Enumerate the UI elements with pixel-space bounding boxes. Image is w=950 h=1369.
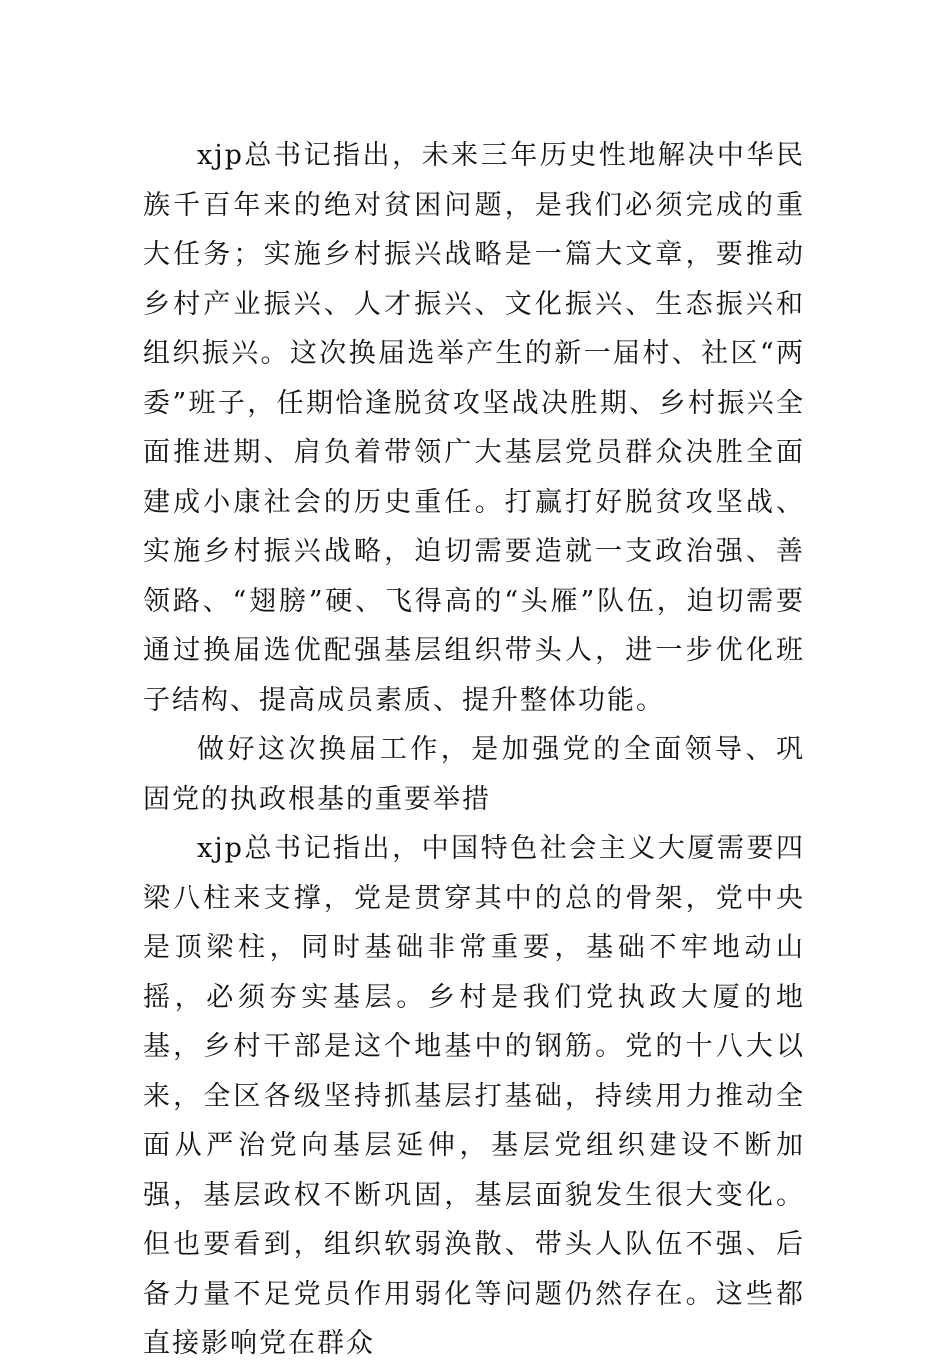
- paragraph-3: xjp总书记指出，中国特色社会主义大厦需要四梁八柱来支撑，党是贯穿其中的总的骨架，党中央是顶梁柱，同时基础非常重要，基础不牢地动山摇，必须夯实基层。乡村是我们党执政大厦的地基，乡村干部是这个地基中的钢筋。党的十八大以来，全区各级坚持抓基层打基础，持续用力推动全面从严治党向基层延伸，基层党组织建设不断加强，基层政权不断巩固，基层面貌发生很大变化。但也要看到，组织软弱涣散、带头人队伍不强、后备力量不足党员作用弱化等问题仍然存在。这些都直接影响党在群众: [143, 833, 805, 1359]
- paragraph-2-heading: 做好这次换届工作，是加强党的全面领导、巩固党的执政根基的重要举措: [143, 734, 805, 815]
- document-body: [143, 131, 805, 1369]
- paragraph-1: xjp总书记指出，未来三年历史性地解决中华民族千百年来的绝对贫困问题，是我们必须完成的重大任务；实施乡村振兴战略是一篇大文章，要推动乡村产业振兴、人才振兴、文化振兴、生态振兴和组织振兴。这次换届选举产生的新一届村、社区“两委”班子，任期恰逢脱贫攻坚战决胜期、乡村振兴全面推进期、肩负着带领广大基层党员群众决胜全面建成小康社会的历史重任。打赢打好脱贫攻坚战、实施乡村振兴战略，迫切需要造就一支政治强、善领路、“翅膀”硬、飞得高的“头雁”队伍，迫切需要通过换届选优配强基层组织带头人，进一步优化班子结构、提高成员素质、提升整体功能。: [143, 140, 805, 716]
